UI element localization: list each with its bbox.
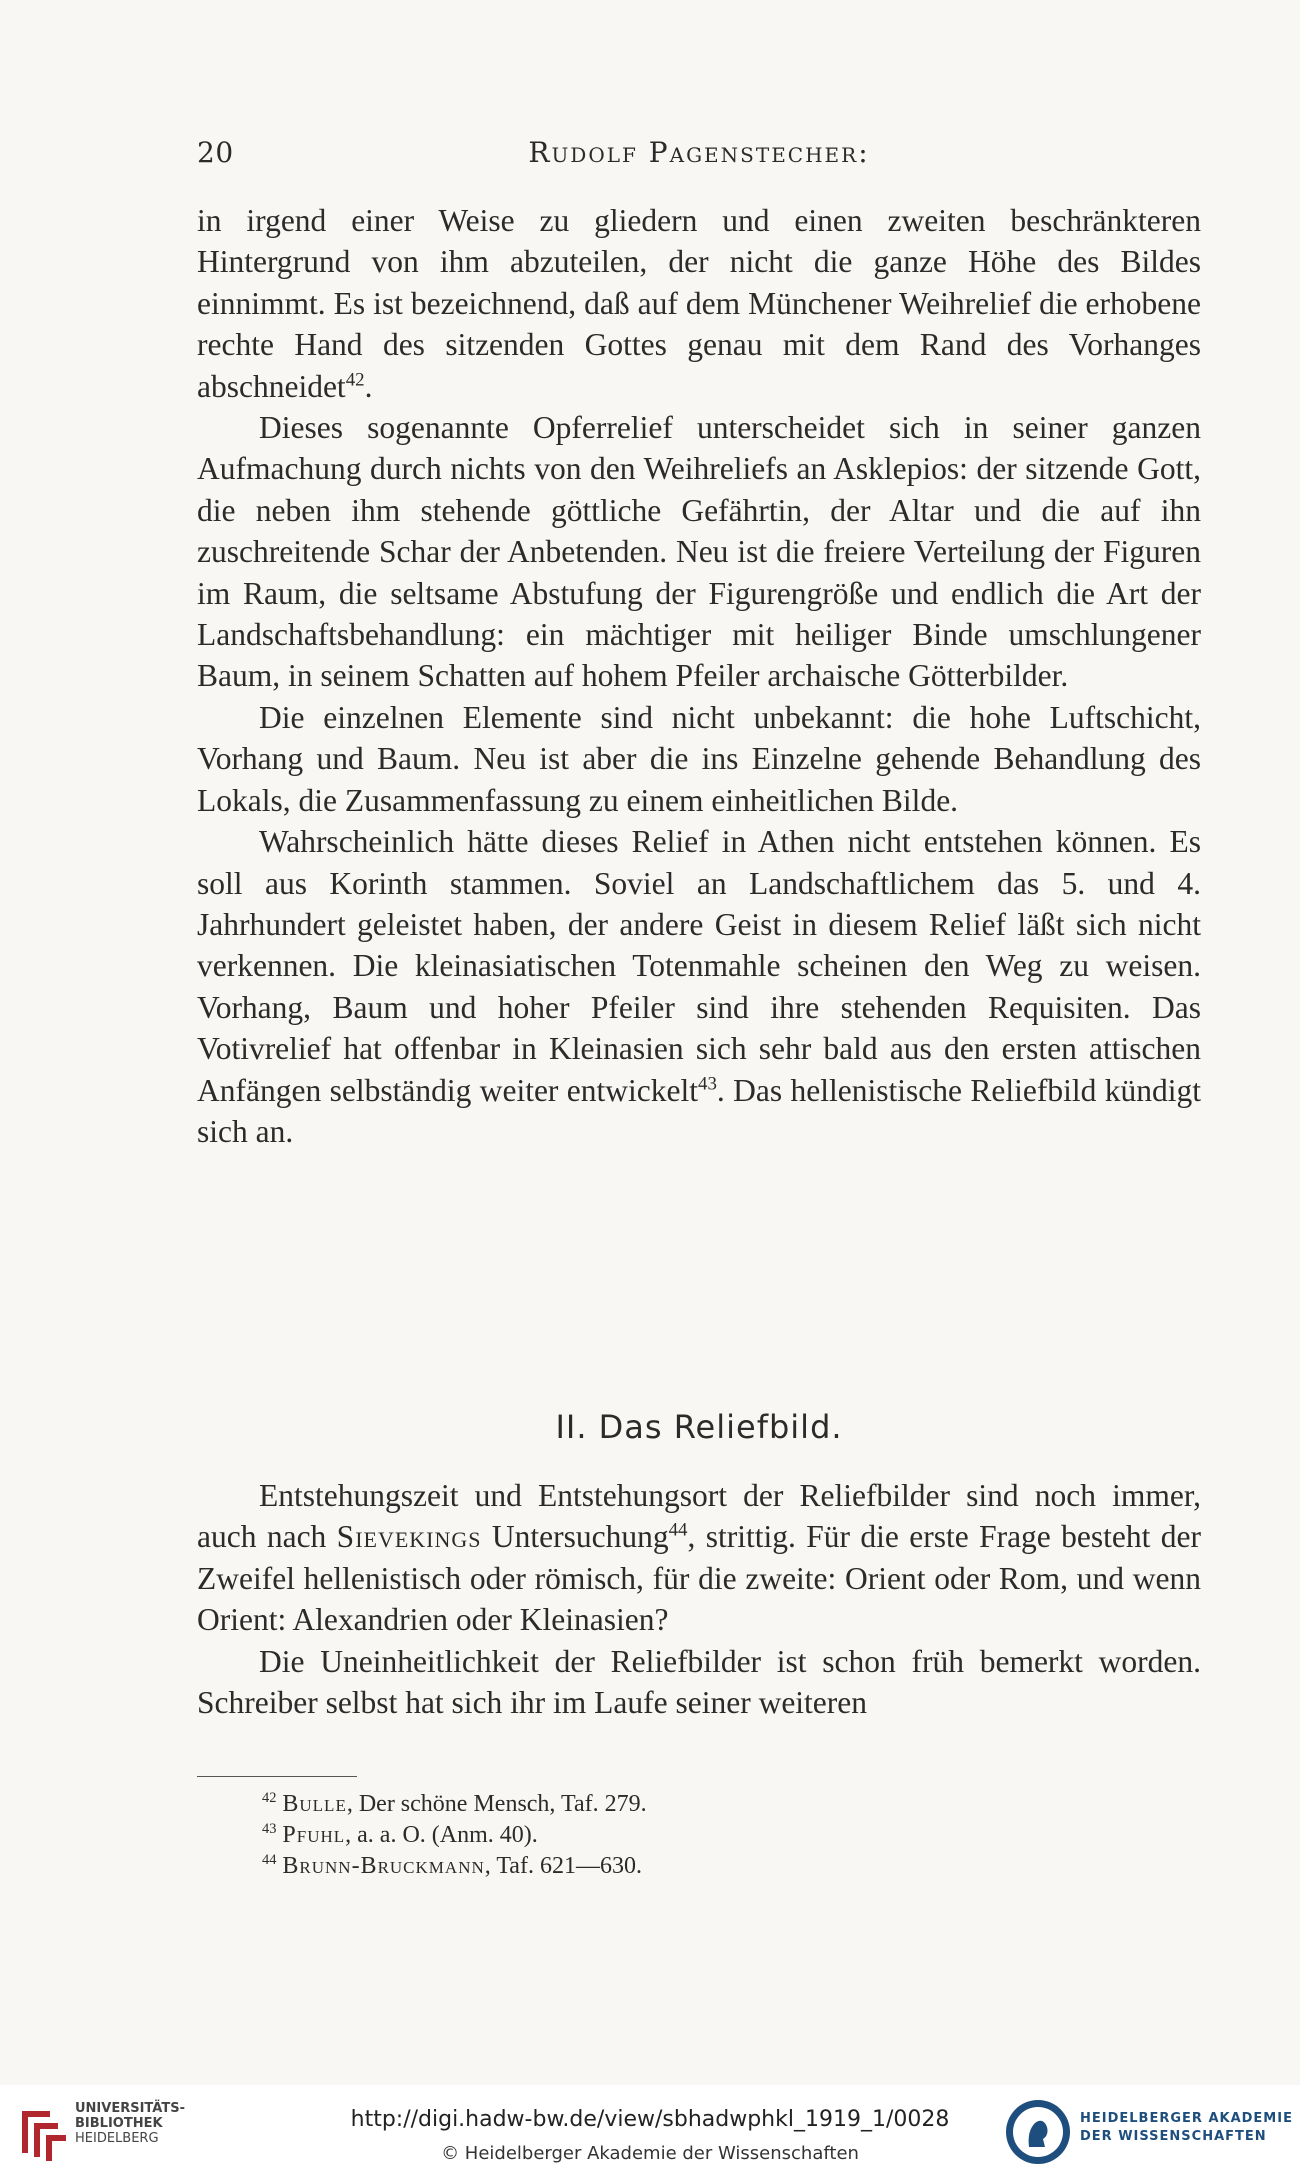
body-section-2 (197, 1475, 1201, 1723)
footnote-divider (197, 1776, 357, 1777)
paragraph: Die Uneinheitlichkeit der Reliefbilder ist schon früh bemerkt worden. Schreiber selbst hat sich ihr im Laufe seiner weiteren (197, 1643, 1201, 1721)
body-section-1 (197, 200, 1201, 1152)
university-library-name: UNIVERSITÄTS- BIBLIOTHEK HEIDELBERG (75, 2101, 185, 2146)
page-header (197, 136, 1201, 176)
section-heading: II. Das Reliefbild. (555, 1408, 843, 1446)
footnote: $^{42}$ Bulle, Der schöne Mensch, Taf. 279. (262, 1790, 647, 1817)
footnote: $^{44}$ Brunn-Bruckmann, Taf. 621—630. (262, 1852, 642, 1879)
academy-seal-icon[interactable] (1003, 2097, 1073, 2171)
paragraph: Die einzelnen Elemente sind nicht unbekannt: die hohe Luftschicht, Vorhang und Baum. Neu ist aber die ins Einzelne gehende Behandlung des Lokals, die Zusammenfassung zu einem einheitlichen Bilde. (197, 699, 1201, 818)
paragraph: Entstehungszeit und Entstehungsort der Reliefbilder sind noch immer, auch nach Sievekings Untersuchung$^{44}$, strittig. Für die erste Frage besteht der Zweifel hellenistisch oder römisch, für die zweite: Orient oder Rom, und wenn Orient: Alexandrien oder Kleinasien? (197, 1478, 1201, 1638)
footnote-ref[interactable]: 42 (345, 369, 365, 391)
permalink[interactable]: http://digi.hadw-bw.de/view/sbhadwphkl_1919_1/0028 (350, 2107, 950, 2132)
paragraph: Wahrscheinlich hätte dieses Relief in Athen nicht entstehen können. Es soll aus Korinth stammen. Soviel an Landschaftlichem das 5. und 4. Jahrhundert geleistet haben, der andere Geist in diesem Relief läßt sich nicht verkennen. Die kleinasiatischen Totenmahle scheinen den Weg zu weisen. Vorhang, Baum und hoher Pfeiler sind ihre stehenden Requisiten. Das Votivrelief hat offenbar in Kleinasien sich sehr bald aus den ersten attischen Anfängen selbständig weiter entwickelt$^{43}$. Das hellenistische Reliefbild kündigt sich an. (197, 824, 1201, 1149)
copyright-notice: © Heidelberger Akademie der Wissenschaften (441, 2143, 859, 2164)
footnotes (262, 1789, 1162, 1882)
author-name: Sievekings (336, 1519, 482, 1555)
paragraph: Dieses sogenannte Opferrelief unterscheidet sich in seiner ganzen Aufmachung durch nichts von den Weihreliefs an Asklepios: der sitzende Gott, die neben ihm stehende göttliche Gefährtin, der Altar und die auf ihn zuschreitende Schar der Anbetenden. Neu ist die freiere Verteilung der Figuren im Raum, die seltsame Abstufung der Figurengröße und endlich die Art der Landschaftsbehandlung: ein mächtiger mit heiliger Binde umschlungener Baum, in seinem Schatten auf hohem Pfeiler archaische Götterbilder. (197, 410, 1201, 694)
academy-name: HEIDELBERGER AKADEMIE DER WISSENSCHAFTEN (1080, 2111, 1293, 2144)
footnote: $^{43}$ Pfuhl, a. a. O. (Anm. 40). (262, 1821, 538, 1848)
viewer-footer (0, 2085, 1300, 2179)
paragraph: in irgend einer Weise zu gliedern und einen zweiten beschränkteren Hintergrund von ihm abzuteilen, der nicht die ganze Höhe des Bildes einnimmt. Es ist bezeichnend, daß auf dem Münchener Weihrelief die erhobene rechte Hand des sitzenden Gottes genau mit dem Rand des Vorhanges abschneidet$^{42}$. (197, 203, 1201, 404)
running-title: Rudolf Pagenstecher: (528, 136, 870, 169)
footnote-ref[interactable]: 43 (698, 1073, 717, 1095)
footnote-ref[interactable]: 44 (668, 1519, 688, 1541)
page-number: 20 (197, 136, 234, 169)
